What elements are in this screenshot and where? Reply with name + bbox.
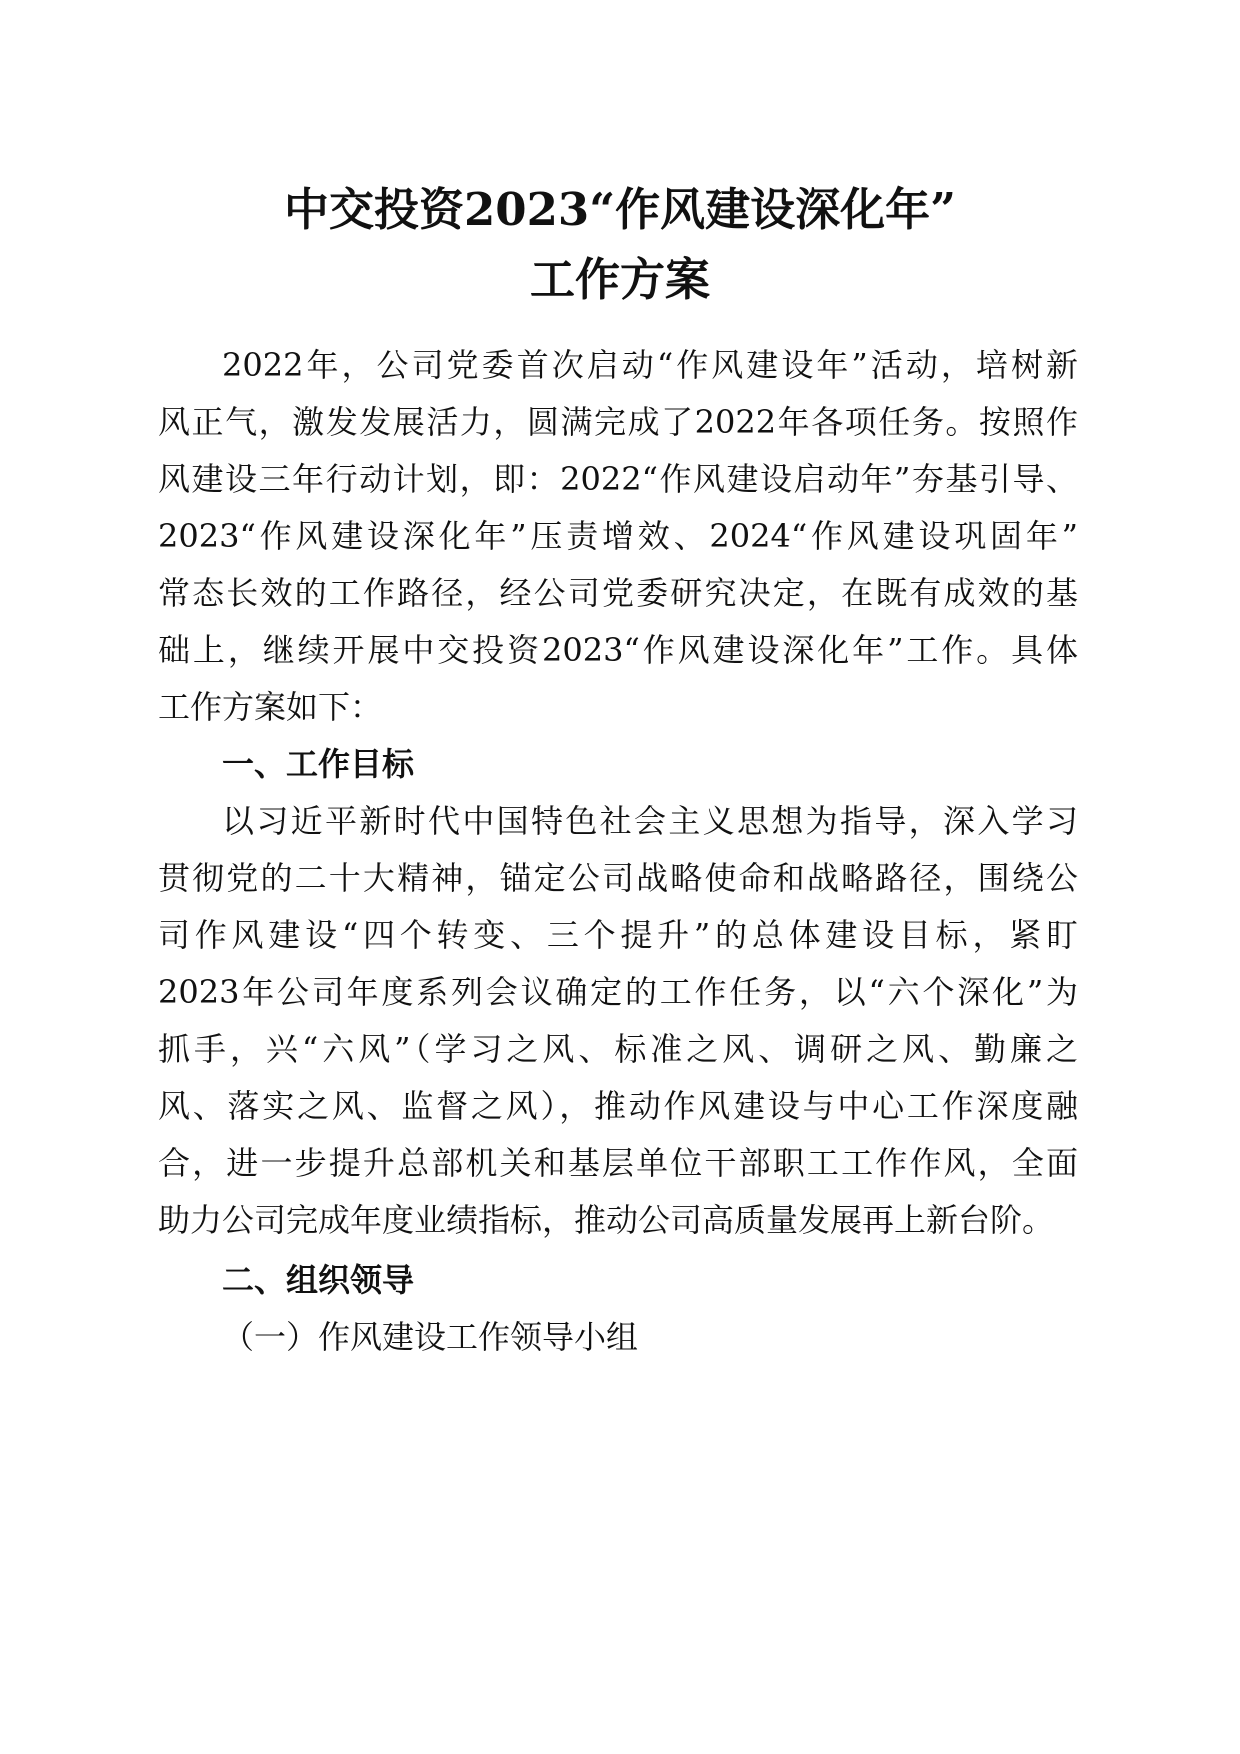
paragraph-1-line-2: 风正气，激发发展活力，圆满完成了2022年各项任务。按照作 xyxy=(158,403,1078,441)
paragraph-2-line-2: 贯彻党的二十大精神，锚定公司战略使命和战略路径，围绕公 xyxy=(158,859,1078,897)
paragraph-2-line-7: 合，进一步提升总部机关和基层单位干部职工工作作风，全面 xyxy=(158,1144,1078,1182)
document-title-line-1: 中交投资2023“作风建设深化年” xyxy=(283,183,956,236)
paragraph-1-line-6: 础上，继续开展中交投资2023“作风建设深化年”工作。具体 xyxy=(158,631,1078,669)
section-1-heading: 一、工作目标 xyxy=(222,745,415,783)
paragraph-1-line-7: 工作方案如下： xyxy=(158,688,383,726)
paragraph-1-line-5: 常态长效的工作路径，经公司党委研究决定，在既有成效的基 xyxy=(158,574,1078,612)
paragraph-2-line-3: 司作风建设“四个转变、三个提升”的总体建设目标，紧盯 xyxy=(158,916,1078,954)
document-title-line-2: 工作方案 xyxy=(529,253,710,306)
section-2-heading: 二、组织领导 xyxy=(222,1261,415,1299)
paragraph-2-line-4: 2023年公司年度系列会议确定的工作任务，以“六个深化”为 xyxy=(158,973,1078,1011)
paragraph-2-line-5: 抓手，兴“六风”（学习之风、标准之风、调研之风、勤廉之 xyxy=(158,1030,1078,1068)
paragraph-1-line-1: 2022年，公司党委首次启动“作风建设年”活动，培树新 xyxy=(222,346,1078,384)
paragraph-2-line-8: 助力公司完成年度业绩指标，推动公司高质量发展再上新台阶。 xyxy=(158,1201,1055,1239)
subsection-1-heading: （一）作风建设工作领导小组 xyxy=(222,1318,639,1356)
paragraph-2-line-6: 风、落实之风、监督之风），推动作风建设与中心工作深度融 xyxy=(158,1087,1078,1125)
paragraph-1-line-4: 2023“作风建设深化年”压责增效、2024“作风建设巩固年” xyxy=(158,517,1078,555)
paragraph-2-line-1: 以习近平新时代中国特色社会主义思想为指导，深入学习 xyxy=(222,802,1078,840)
paragraph-1-line-3: 风建设三年行动计划，即：2022“作风建设启动年”夯基引导、 xyxy=(158,460,1078,498)
